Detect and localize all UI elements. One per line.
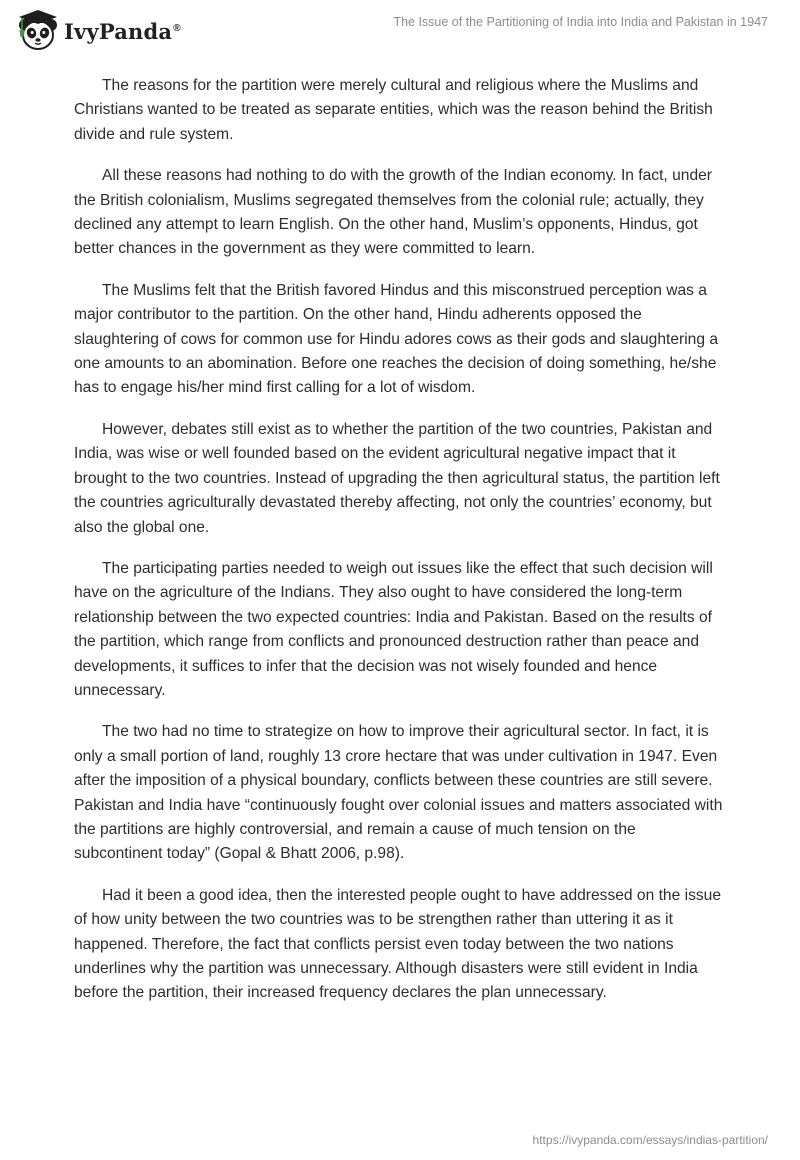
paragraph-7: Had it been a good idea, then the interested people ought to have addressed on the issue of how unity between the two countries was to be strengthen rather than uttering it as it happened. Therefore, the fact that conflicts persist even today between the two nations underlines why the partition was unnecessary. Although disasters were still evident in India before the partition, their increased frequency declares the plan unnecessary.	[74, 886, 722, 1002]
paragraph-1: The reasons for the partition were merely cultural and religious where the Muslims and Christians wanted to be treated as separate entities, which was the reason behind the British divide and rule system.	[74, 77, 713, 143]
document-title: The Issue of the Partitioning of India into India and Pakistan in 1947	[393, 15, 768, 29]
logo-name: IvyPanda	[64, 18, 173, 44]
source-url[interactable]: https://ivypanda.com/essays/indias-partition/	[532, 1133, 768, 1147]
page-header	[0, 0, 800, 60]
essay-body	[74, 74, 724, 1023]
paragraph-4: However, debates still exist as to whether the partition of the two countries, Pakistan and India, was wise or well founded based on the evident agricultural negative impact that it brought to the two countries. Instead of upgrading the then agricultural status, the partition left the countries agriculturally devastated thereby affecting, not only the countries’ economy, but also the global one.	[74, 420, 720, 536]
paragraph-6: The two had no time to strategize on how to improve their agricultural sector. In fact, it is only a small portion of land, roughly 13 crore hectare that was under cultivation in 1947. Even after the imposition of a physical boundary, conflicts between these countries are still severe. Pakistan and India have “continuously fought over colonial issues and matters associated with the partitions are highly controversial, and remain a cause of much tension on the subcontinent today” (Gopal & Bhatt 2006, p.98).	[74, 723, 723, 863]
paragraph-5: The participating parties needed to weigh out issues like the effect that such decision will have on the agriculture of the Indians. They also ought to have considered the long-term relationship between the two expected countries: India and Pakistan. Based on the results of the partition, which range from conflicts and pronounced destruction rather than peace and developments, it suffices to infer that the decision was not wisely founded and hence unnecessary.	[74, 559, 713, 699]
ivypanda-logo[interactable]	[14, 8, 181, 52]
paragraph-3: The Muslims felt that the British favored Hindus and this misconstrued perception was a major contributor to the partition. On the other hand, Hindu adherents opposed the slaughtering of cows for common use for Hindu adores cows as their gods and slaughtering a one amounts to an abomination. Before one reaches the decision of doing something, he/she has to engage his/her mind first calling for a lot of wisdom.	[74, 281, 719, 397]
panda-graduate-icon	[14, 8, 62, 52]
paragraph-2: All these reasons had nothing to do with the growth of the Indian economy. In fact, under the British colonialism, Muslims segregated themselves from the colonial rule; actually, they declined any attempt to learn English. On the other hand, Muslim’s opponents, Hindus, got better chances in the government as they were committed to learn.	[74, 167, 712, 258]
logo-wordmark	[64, 19, 181, 44]
registered-mark: ®	[173, 22, 181, 34]
